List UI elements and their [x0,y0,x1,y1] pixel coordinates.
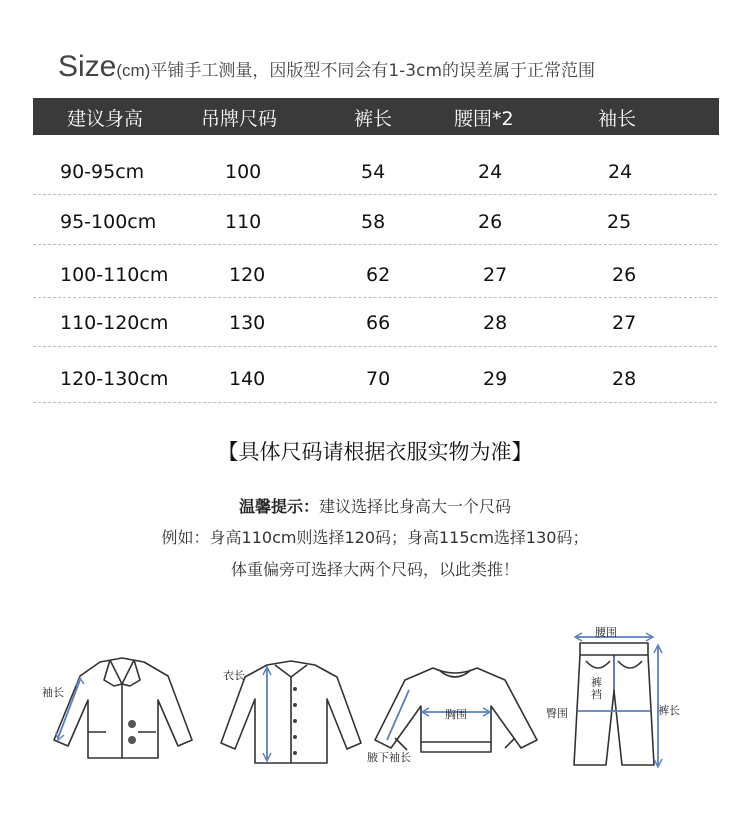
pants-diagram [540,625,690,775]
cell-sleeve: 24 [608,161,633,183]
cell-sleeve: 27 [612,312,637,334]
size-unit: (cm) [116,61,151,80]
table-header [33,98,719,135]
cell-height: 90-95cm [60,161,145,183]
cell-pants-length: 54 [361,161,386,183]
col-header-pants-length: 裤长 [354,108,393,130]
cell-height: 95-100cm [60,211,157,233]
cell-waist: 27 [483,264,508,286]
cell-sleeve: 28 [612,368,637,390]
label-waist: 腰围 [595,626,617,639]
cell-height: 100-110cm [60,264,169,286]
col-header-waist: 腰围*2 [454,108,514,130]
label-sleeve-length: 袖长 [42,686,64,699]
size-description: 平铺手工测量，因版型不同会有1-3cm的误差属于正常范围 [150,61,596,81]
cell-pants-length: 58 [361,211,386,233]
col-header-tag-size: 吊牌尺码 [201,108,278,130]
cell-height: 110-120cm [60,312,169,334]
cell-tag-size: 100 [225,161,262,183]
sweater-diagram [365,660,545,770]
col-header-height: 建议身高 [67,108,144,130]
cell-pants-length: 66 [366,312,391,334]
cell-height: 120-130cm [60,368,169,390]
label-underarm-sleeve: 腋下袖长 [367,751,411,764]
size-notice: 【具体尺码请根据衣服实物为准】 [217,440,533,464]
row-divider [33,194,717,195]
cell-waist: 24 [478,161,503,183]
label-hip: 臀围 [546,707,568,720]
row-divider [33,402,717,403]
jacket-icon [40,650,200,765]
cell-waist: 26 [478,211,503,233]
row-divider [33,297,717,298]
tip-label: 温馨提示： [238,497,319,516]
jacket-diagram [40,650,200,765]
cell-tag-size: 140 [229,368,266,390]
cell-waist: 29 [483,368,508,390]
row-divider [33,244,717,245]
pants-icon [540,625,690,775]
label-garment-length: 衣长 [223,669,245,682]
tip-line-2: 例如：身高110cm则选择120码；身高115cm选择130码； [161,528,589,547]
cell-pants-length: 70 [366,368,391,390]
tip-line-1 [0,494,750,517]
size-title [58,50,738,84]
col-header-sleeve: 袖长 [598,108,637,130]
row-divider [33,346,717,347]
size-word: Size [58,50,117,83]
label-crotch: 裤裆 [591,676,602,701]
cell-tag-size: 120 [229,264,266,286]
cell-tag-size: 110 [225,211,262,233]
shirt-diagram [215,655,365,770]
cell-sleeve: 25 [607,211,632,233]
cell-pants-length: 62 [366,264,391,286]
tip-text-1: 建议选择比身高大一个尺码 [319,497,512,516]
cell-waist: 28 [483,312,508,334]
cell-tag-size: 130 [229,312,266,334]
cell-sleeve: 26 [612,264,637,286]
tip-line-3: 体重偏旁可选择大两个尺码，以此类推！ [230,560,519,579]
label-pants-length: 裤长 [658,704,680,717]
label-chest: 胸围 [445,708,467,721]
